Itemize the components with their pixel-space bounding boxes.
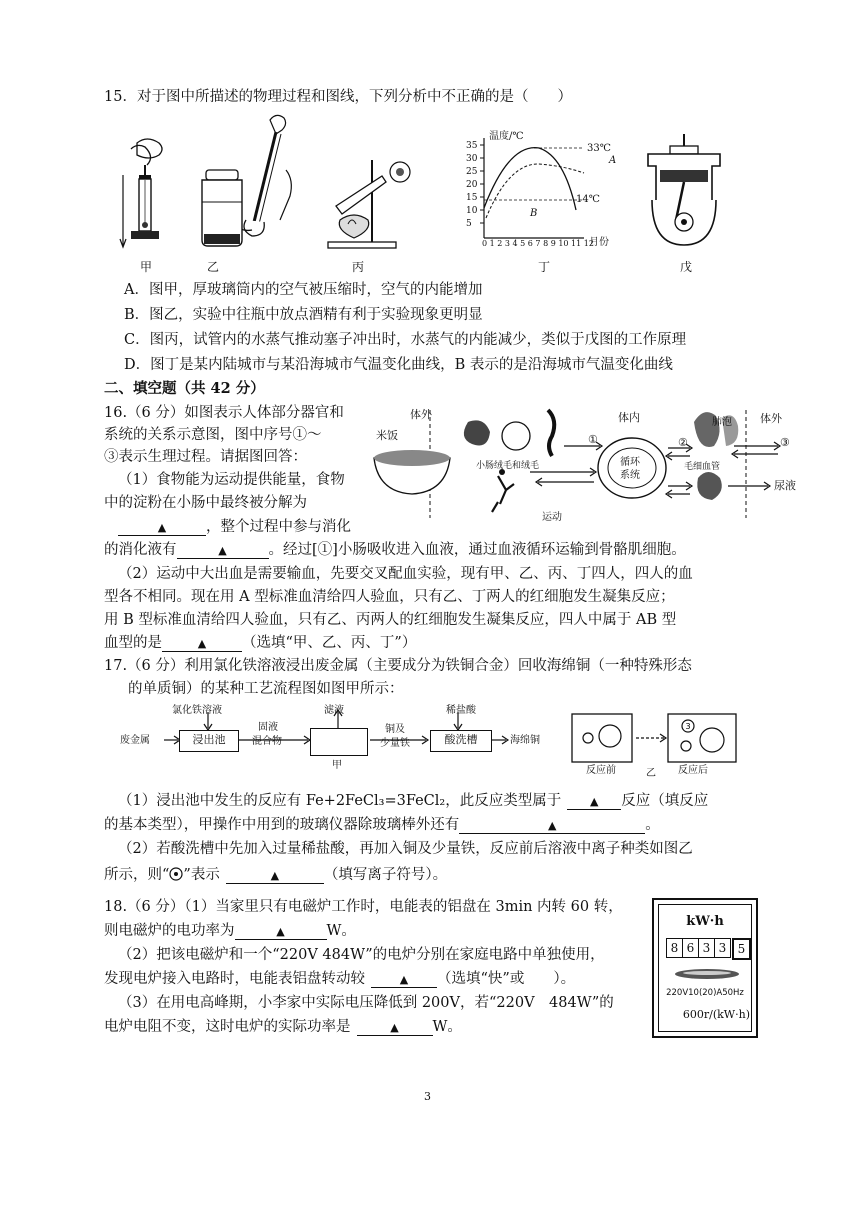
q17-line3: （1）浸出池中发生的反应有 Fe+2FeCl₃=3FeCl₂，此反应类型属于 ▲ 反应（填反应 bbox=[118, 793, 709, 809]
ion-yi-label: 乙 bbox=[646, 768, 656, 779]
q16-line3: ③表示生理过程。请据图回答： bbox=[104, 449, 307, 465]
chart-ylabel: 温度/℃ bbox=[489, 131, 524, 142]
meter-digit: 6 bbox=[683, 938, 699, 958]
label-exercise: 运动 bbox=[542, 512, 562, 523]
answer-blank[interactable]: ▲ bbox=[235, 925, 327, 940]
fig-label-yi: 乙 bbox=[207, 260, 220, 274]
q16-line2: 系统的关系示意图，图中序号①～ bbox=[104, 427, 322, 443]
flow-cu-2: 少量铁 bbox=[380, 738, 410, 749]
fig-label-bing: 丙 bbox=[352, 260, 365, 274]
q18-line1: 18.（6 分）（1）当家里只有电磁炉工作时，电能表的铝盘在 3min 内转 60 转， bbox=[104, 899, 623, 915]
label-process-2: ② bbox=[678, 436, 688, 449]
q17-line2: 的单质铜）的某种工艺流程图如图甲所示： bbox=[128, 681, 404, 697]
meter-unit: kW·h bbox=[686, 914, 724, 929]
q16-line11: 血型的是 ▲ （选填“甲、乙、丙、丁”） bbox=[104, 635, 417, 651]
ion-before-label: 反应前 bbox=[586, 765, 616, 776]
label-capillary: 毛细血管 bbox=[684, 462, 721, 472]
flow-fecl3: 氯化铁溶液 bbox=[172, 705, 222, 716]
q16-line9: 型各不相同。现在用 A 型标准血清给四人验血，只有乙、丁两人的红细胞发生凝集反应； bbox=[104, 589, 675, 605]
flow-acidwash-box: 酸洗槽 bbox=[430, 730, 492, 752]
q16-line10: 用 B 型标准血清给四人验血，只有乙、丙两人的红细胞发生凝集反应，四人中属于 AB 型 bbox=[104, 612, 677, 628]
q18-line5: （3）在用电高峰期，小李家中实际电压降低到 200V，若“220V 484W”的 bbox=[118, 995, 614, 1011]
answer-blank[interactable]: ▲ bbox=[226, 869, 324, 884]
flow-filtrate: 滤液 bbox=[324, 705, 344, 716]
chart-curve-b-label: B bbox=[530, 208, 538, 219]
answer-blank[interactable]: ▲ bbox=[118, 521, 206, 536]
fig-label-ding: 丁 bbox=[538, 260, 551, 274]
meter-digit: 5 bbox=[732, 938, 751, 960]
q17-line6: 所示，则“ ”表示 ▲ （填写离子符号）。 bbox=[104, 867, 448, 883]
meter-digits bbox=[666, 938, 751, 960]
answer-blank[interactable]: ▲ bbox=[177, 544, 269, 559]
ion-symbol-icon bbox=[169, 867, 183, 881]
answer-blank[interactable]: ▲ bbox=[371, 973, 437, 988]
chart-xlabel: 月份 bbox=[589, 237, 609, 248]
q18-line3: （2）把该电磁炉和一个“220V 484W”的电炉分别在家庭电路中单独使用， bbox=[118, 947, 605, 963]
label-intestine: 小肠绒毛和绒毛 bbox=[476, 461, 540, 471]
meter-digit: 3 bbox=[699, 938, 715, 958]
answer-blank[interactable]: ▲ bbox=[459, 819, 645, 834]
flow-mix-1: 固液 bbox=[258, 722, 278, 733]
meter-rev: 600r/(kW·h) bbox=[682, 1008, 750, 1021]
energy-meter bbox=[652, 898, 758, 1038]
q16-line1: 16.（6 分）如图表示人体部分器官和 bbox=[104, 405, 344, 421]
meter-spec: 220V10(20)A50Hz bbox=[666, 988, 744, 998]
label-rice: 米饭 bbox=[376, 429, 398, 442]
meter-disk-icon bbox=[672, 966, 742, 982]
page-number: 3 bbox=[424, 1090, 431, 1103]
q15-option-d: D．图丁是某内陆城市与某沿海城市气温变化曲线，B 表示的是沿海城市气温变化曲线 bbox=[124, 357, 673, 373]
q16-line8: （2）运动中大出血是需要输血，先要交叉配血实验，现有甲、乙、丙、丁四人，四人的血 bbox=[118, 566, 693, 582]
label-alveoli: 肺泡 bbox=[712, 417, 732, 428]
chart-yticks: 35 30 25 20 15 10 5 bbox=[466, 141, 478, 229]
answer-blank[interactable]: ▲ bbox=[162, 637, 242, 652]
label-circulation-1: 循环 bbox=[620, 457, 640, 468]
label-circulation-2: 系统 bbox=[620, 470, 640, 481]
q18-line4: 发现电炉接入电路时，电能表铝盘转动较 ▲ （选填“快”或 ）。 bbox=[104, 971, 576, 987]
figure-bing-test-tube bbox=[320, 150, 420, 255]
figure-yi-bottle-pump bbox=[190, 110, 300, 260]
meter-digit: 8 bbox=[666, 938, 683, 958]
q16-line7: 的消化液有 ▲ 。经过[①]小肠吸收进入血液，通过血液循环运输到骨骼肌细胞。 bbox=[104, 542, 686, 558]
flow-jia-label: 甲 bbox=[332, 760, 342, 771]
label-outside-right: 体外 bbox=[760, 412, 782, 425]
fig-label-wu: 戊 bbox=[680, 260, 693, 274]
ion-after-label: 反应后 bbox=[678, 765, 708, 776]
q18-line2: 则电磁炉的电功率为 ▲ W。 bbox=[104, 923, 356, 939]
q16-line4: （1）食物能为运动提供能量，食物 bbox=[118, 472, 345, 488]
meter-digit: 3 bbox=[715, 938, 731, 958]
q15-option-c: C．图丙，试管内的水蒸气推动塞子冲出时，水蒸气的内能减少，类似于戊图的工作原理 bbox=[124, 332, 687, 348]
answer-blank[interactable]: ▲ bbox=[357, 1021, 433, 1036]
figure-jia-compression-cylinder bbox=[115, 135, 175, 255]
flow-filter-box bbox=[310, 728, 368, 756]
figure-yi-ion-diagram bbox=[570, 712, 750, 768]
chart-xticks: 0 1 2 3 4 5 6 7 8 9 10 11 12 bbox=[482, 239, 594, 248]
section-heading: 二、填空题（共 42 分） bbox=[104, 380, 265, 397]
answer-blank[interactable]: ▲ bbox=[567, 795, 621, 810]
flow-sponge-cu: 海绵铜 bbox=[510, 735, 540, 746]
q15-option-b: B．图乙，实验中往瓶中放点酒精有利于实验现象更明显 bbox=[124, 307, 483, 323]
flow-dilute-hcl: 稀盐酸 bbox=[446, 705, 476, 716]
q15-option-a: A．图甲，厚玻璃筒内的空气被压缩时，空气的内能增加 bbox=[124, 282, 483, 298]
q17-line4: 的基本类型），甲操作中用到的玻璃仪器除玻璃棒外还有 ▲ 。 bbox=[104, 817, 660, 833]
figure-human-systems bbox=[368, 400, 808, 525]
q18-line6: 电炉电阻不变，这时电炉的实际功率是 ▲ W。 bbox=[104, 1019, 462, 1035]
q16-line5: 中的淀粉在小肠中最终被分解为 bbox=[104, 495, 307, 511]
q16-line6: ▲ ，整个过程中参与消化 bbox=[118, 518, 351, 536]
flow-leach-box: 浸出池 bbox=[179, 730, 239, 752]
figure-wu-engine bbox=[644, 130, 724, 255]
chart-lo-label: 14℃ bbox=[576, 194, 600, 205]
flow-scrap: 废金属 bbox=[120, 735, 150, 746]
chart-hi-label: 33℃ bbox=[587, 143, 611, 154]
label-process-3: ③ bbox=[780, 436, 790, 449]
flow-cu-1: 铜及 bbox=[385, 724, 405, 735]
svg-text:3: 3 bbox=[685, 722, 691, 731]
label-inside: 体内 bbox=[618, 411, 640, 424]
fig-label-jia: 甲 bbox=[140, 260, 153, 274]
label-process-1: ① bbox=[588, 433, 598, 446]
label-outside-left: 体外 bbox=[410, 408, 432, 421]
q17-line5: （2）若酸洗槽中先加入过量稀盐酸，再加入铜及少量铁，反应前后溶液中离子种类如图乙 bbox=[118, 841, 693, 857]
flow-mix-2: 混合物 bbox=[252, 736, 282, 747]
q17-line1: 17.（6 分）利用氯化铁溶液浸出废金属（主要成分为铁铜合金）回收海绵铜（一种特殊形态 bbox=[104, 658, 692, 674]
chart-curve-a-label: A bbox=[609, 155, 617, 166]
q15-stem: 15．对于图中所描述的物理过程和图线，下列分析中不正确的是（ ） bbox=[104, 89, 572, 105]
label-urine: 尿液 bbox=[774, 479, 796, 492]
